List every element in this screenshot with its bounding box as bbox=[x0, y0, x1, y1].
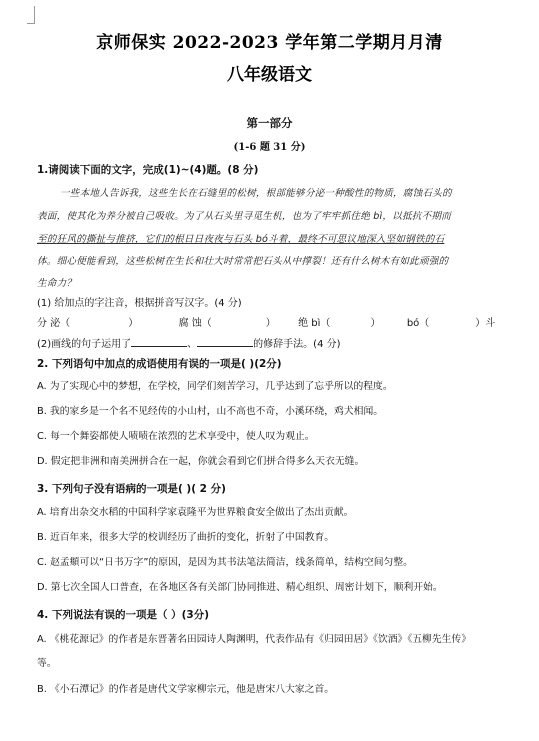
question-1-title: 1.请阅读下面的文字，完成(1)~(4)题。(8 分) bbox=[37, 164, 259, 176]
item-fenmi-close: ） bbox=[128, 318, 139, 329]
passage-line-5: 生命力？ bbox=[37, 278, 77, 289]
passage-line-4: 体。细心便能看到，这些松树在生长和壮大时常常把石头从中撑裂！还有什么树木有如此顽强的 bbox=[37, 256, 449, 267]
subquestion-1-items bbox=[37, 317, 507, 331]
q3-option-d: D. 第七次全国人口普查，在各地区各有关部门协同推进、精心组织、周密计划下，顺利开始。 bbox=[37, 582, 443, 593]
passage-line-1: 一些本地人告诉我，这些生长在石缝里的松树，根部能够分泌一种酸性的物质，腐蚀石头的 bbox=[60, 188, 452, 199]
question-3-title: 3. 下列句子没有语病的一项是( )( 2 分) bbox=[37, 483, 226, 495]
q2-option-b: B. 我的家乡是一个名不见经传的小山村，山不高也不奇，小溪环绕，鸡犬相闻。 bbox=[37, 406, 384, 417]
q3-option-b: B. 近百年来，很多大学的校训经历了曲折的变化，折射了中国教育。 bbox=[37, 532, 335, 543]
q4-option-a-cont: 等。 bbox=[37, 658, 57, 669]
q4-option-b: B. 《小石潭记》的作者是唐代文学家柳宗元，他是唐宋八大家之首。 bbox=[37, 684, 335, 695]
question-2-title: 2. 下列语句中加点的成语使用有误的一项是( )(2分) bbox=[37, 358, 282, 370]
subquestion-2-suffix: 的修辞手法。(4 分) bbox=[253, 339, 341, 350]
subquestion-2 bbox=[37, 337, 507, 352]
item-jue-bi-close: ） bbox=[370, 318, 381, 329]
answer-blank-1[interactable] bbox=[131, 337, 187, 347]
question-4-title: 4. 下列说法有误的一项是（ ）(3分) bbox=[37, 609, 210, 621]
item-bo-close: ）斗 bbox=[475, 318, 496, 329]
q3-option-c: C. 赵孟頫可以“日书万字”的原因，是因为其书法笔法简洁，线条简单，结构空间匀整。 bbox=[37, 557, 413, 568]
subquestion-2-prefix: (2)画线的句子运用了 bbox=[37, 339, 132, 350]
item-fushi-close: ） bbox=[265, 318, 276, 329]
subquestion-2-sep: 、 bbox=[187, 339, 198, 350]
q4-option-a: A. 《桃花源记》的作者是东晋著名田园诗人陶渊明，代表作品有《归园田居》《饮酒》《五柳先生传》 bbox=[37, 634, 472, 645]
item-fushi: 腐 蚀（ bbox=[178, 318, 212, 329]
item-bo: bó（ bbox=[406, 318, 430, 329]
page-corner-mark bbox=[27, 6, 35, 24]
passage-line-2: 表面，使其化为养分被自己吸收。为了从石头里寻觅生机，也为了牢牢抓住绝 bì，以抵抗不期而 bbox=[37, 211, 451, 222]
exam-title: 京师保实 2022-2023 学年第二学期月月清 bbox=[96, 33, 443, 53]
item-jue-bi: 绝 bì（ bbox=[298, 318, 331, 329]
subquestion-1: (1) 给加点的字注音，根据拼音写汉字。(4 分) bbox=[37, 298, 242, 309]
exam-subtitle: 八年级语文 bbox=[227, 65, 312, 85]
q3-option-a: A. 培育出杂交水稻的中国科学家袁隆平为世界粮食安全做出了杰出贡献。 bbox=[37, 507, 354, 518]
answer-blank-2[interactable] bbox=[197, 337, 253, 347]
q2-option-a: A. 为了实现心中的梦想，在学校，同学们刻苦学习，几乎达到了忘乎所以的程度。 bbox=[37, 381, 393, 392]
q2-option-c: C. 每一个舞姿都使人啧啧在浓烈的艺术享受中，使人叹为观止。 bbox=[37, 431, 315, 442]
part-range: (1-6 题 31 分) bbox=[233, 142, 306, 153]
passage-line-3: 至的狂风的撕扯与推挤，它们的根日日夜夜与石头 bó斗着，最终不可思议地深入坚如钢铁的石 bbox=[37, 234, 445, 245]
item-fenmi: 分 泌（ bbox=[37, 318, 71, 329]
q2-option-d: D. 假定把非洲和南美洲拼合在一起，你就会看到它们拼合得多么天衣无缝。 bbox=[37, 456, 365, 467]
part-heading: 第一部分 bbox=[246, 116, 293, 130]
